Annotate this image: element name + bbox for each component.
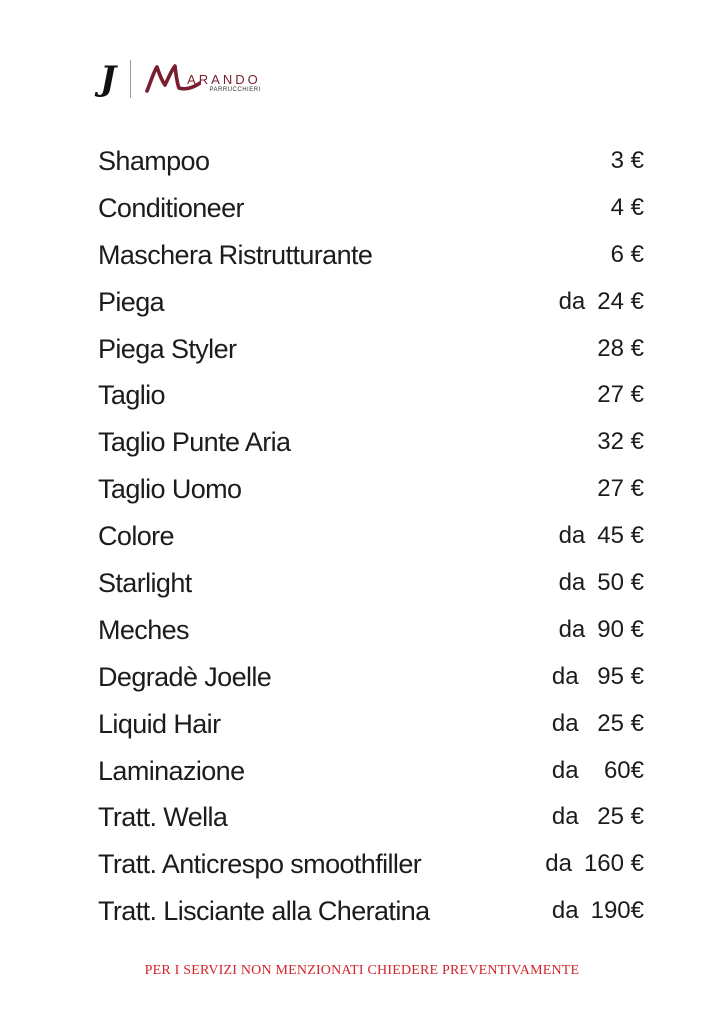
service-name: Taglio Punte Aria bbox=[98, 427, 291, 458]
price-row bbox=[98, 466, 644, 513]
price-amount: 6 € bbox=[610, 240, 644, 268]
service-name: Colore bbox=[98, 521, 174, 552]
service-name: Tratt. Anticrespo smoothfiller bbox=[98, 849, 422, 880]
service-name: Maschera Ristrutturante bbox=[98, 239, 373, 270]
service-price bbox=[552, 794, 644, 840]
service-name: Taglio bbox=[98, 380, 165, 411]
price-amount: 160 € bbox=[583, 850, 644, 878]
logo-wordmark bbox=[187, 73, 261, 93]
service-price bbox=[559, 607, 644, 653]
price-amount: 50 € bbox=[597, 569, 644, 597]
service-name: Meches bbox=[98, 614, 189, 645]
price-from-label: da bbox=[545, 850, 572, 878]
service-name: Starlight bbox=[98, 568, 192, 599]
service-price bbox=[545, 841, 644, 887]
price-amount: 24 € bbox=[597, 287, 644, 315]
price-row bbox=[98, 513, 644, 560]
footer-note: PER I SERVIZI NON MENZIONATI CHIEDERE PREVENTIVAMENTE bbox=[144, 963, 580, 978]
brand-logo bbox=[100, 58, 261, 100]
service-name: Taglio Uomo bbox=[98, 474, 242, 505]
price-row bbox=[98, 279, 644, 326]
price-row bbox=[98, 138, 644, 185]
service-price bbox=[552, 654, 644, 700]
price-from-label: da bbox=[551, 803, 579, 831]
service-price bbox=[611, 138, 644, 184]
service-price bbox=[559, 513, 644, 559]
logo-monogram: J bbox=[100, 59, 117, 99]
price-row bbox=[98, 701, 644, 748]
service-name: Degradè Joelle bbox=[98, 661, 272, 692]
price-row bbox=[98, 372, 644, 419]
service-price bbox=[611, 232, 644, 278]
service-name: Piega Styler bbox=[98, 333, 237, 364]
price-row bbox=[98, 748, 644, 795]
logo-name: ARANDO bbox=[187, 72, 261, 87]
logo-subtitle: PARRUCCHIERI bbox=[209, 87, 261, 93]
price-amount: 90 € bbox=[597, 615, 644, 643]
price-row bbox=[98, 419, 644, 466]
service-name: Shampoo bbox=[98, 146, 210, 176]
service-price bbox=[552, 748, 644, 794]
price-amount: 3 € bbox=[610, 147, 644, 174]
price-amount: 4 € bbox=[610, 193, 644, 221]
price-amount: 95 € bbox=[590, 662, 644, 690]
price-row bbox=[98, 607, 644, 654]
price-amount: 28 € bbox=[597, 334, 644, 362]
price-from-label: da bbox=[558, 615, 586, 643]
price-from-label: da bbox=[551, 662, 579, 690]
price-row bbox=[98, 794, 644, 841]
price-amount: 25 € bbox=[590, 803, 644, 831]
price-row bbox=[98, 888, 644, 935]
price-from-label: da bbox=[558, 522, 586, 550]
service-price bbox=[559, 279, 644, 325]
service-price bbox=[597, 419, 644, 465]
service-price bbox=[552, 701, 644, 747]
service-name: Laminazione bbox=[98, 755, 245, 786]
price-from-label: da bbox=[551, 709, 579, 737]
price-amount: 27 € bbox=[597, 381, 644, 409]
service-price bbox=[597, 326, 644, 372]
price-row bbox=[98, 654, 644, 701]
price-amount: 32 € bbox=[597, 428, 644, 456]
service-price bbox=[597, 466, 644, 512]
price-list bbox=[98, 138, 644, 935]
price-amount: 190€ bbox=[590, 897, 644, 925]
price-from-label: da bbox=[558, 287, 586, 315]
price-row bbox=[98, 326, 644, 373]
price-from-label: da bbox=[551, 756, 579, 784]
price-row bbox=[98, 232, 644, 279]
service-name: Tratt. Wella bbox=[98, 802, 228, 833]
price-row bbox=[98, 560, 644, 607]
service-price bbox=[552, 888, 644, 934]
price-amount: 25 € bbox=[590, 709, 644, 737]
price-from-label: da bbox=[558, 569, 586, 597]
price-from-label: da bbox=[551, 897, 579, 925]
price-row bbox=[98, 841, 644, 888]
service-price bbox=[559, 560, 644, 606]
service-price bbox=[597, 372, 644, 418]
price-amount: 27 € bbox=[597, 475, 644, 503]
service-name: Piega bbox=[98, 286, 165, 317]
service-name: Liquid Hair bbox=[98, 708, 221, 739]
service-price bbox=[611, 185, 644, 231]
service-name: Tratt. Lisciante alla Cheratina bbox=[98, 896, 430, 927]
price-amount: 45 € bbox=[597, 522, 644, 550]
price-row bbox=[98, 185, 644, 232]
logo-divider bbox=[130, 60, 131, 98]
service-name: Conditioneer bbox=[98, 192, 244, 223]
price-amount: 60€ bbox=[590, 756, 644, 784]
